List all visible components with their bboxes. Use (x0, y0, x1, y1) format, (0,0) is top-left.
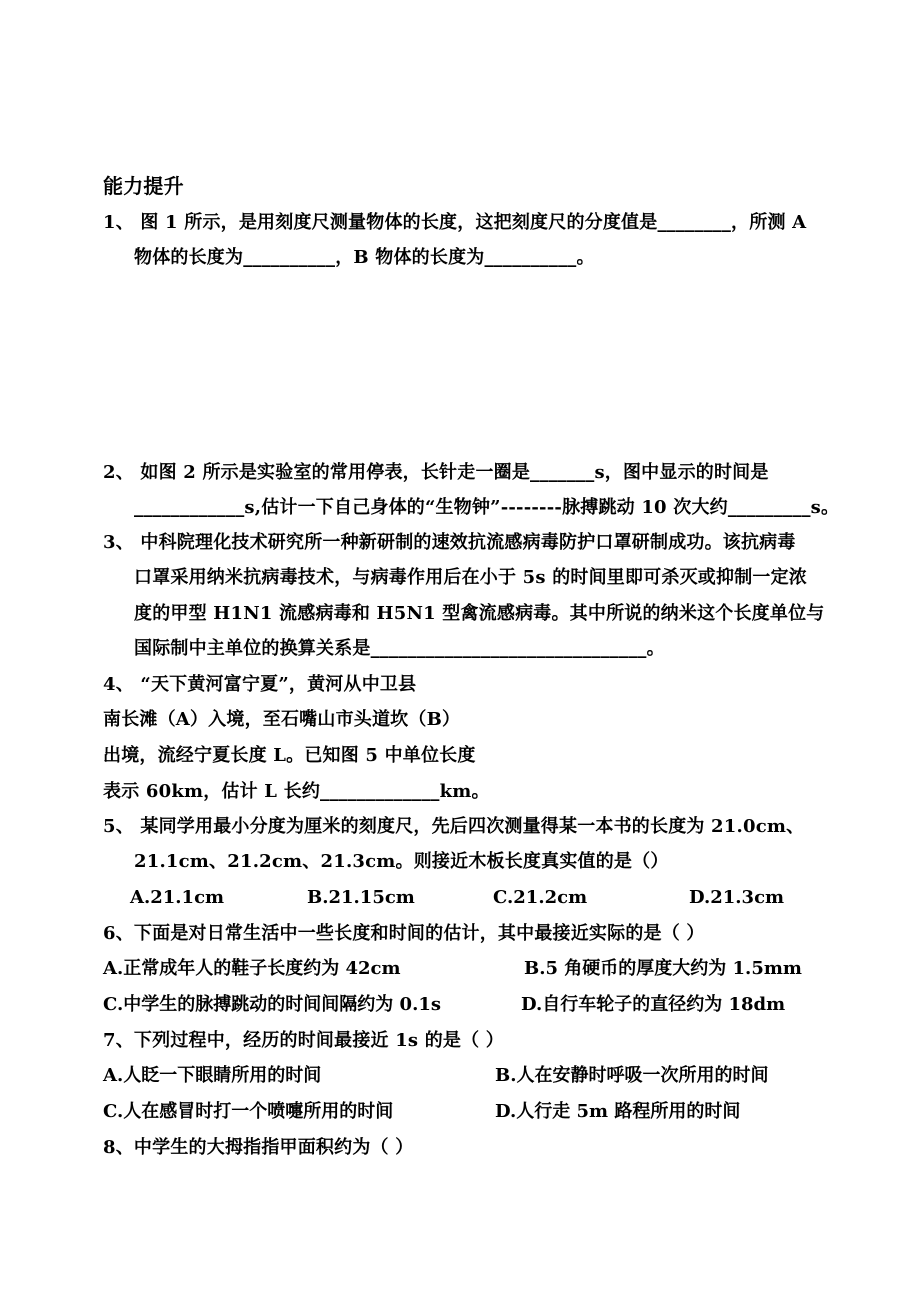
question-7-option-d: D.人行走 5m 路程所用的时间 (495, 1101, 741, 1122)
question-6-option-c: C.中学生的脉搏跳动的时间间隔约为 0.1s (103, 994, 441, 1015)
question-6-stem: 6、下面是对日常生活中一些长度和时间的估计，其中最接近实际的是（ ） (103, 923, 705, 944)
question-4-line-4: 表示 60km，估计 L 长约_____________km。 (103, 781, 490, 802)
question-5-line-1: 5、 某同学用最小分度为厘米的刻度尺，先后四次测量得某一本书的长度为 21.0cm、 (103, 816, 805, 837)
question-1-line-1: 1、 图 1 所示，是用刻度尺测量物体的长度，这把刻度尺的分度值是________，所测 A (103, 212, 807, 233)
question-4-line-1: 4、 “天下黄河富宁夏”，黄河从中卫县 (103, 674, 417, 695)
question-4-line-3: 出境，流经宁夏长度 L。已知图 5 中单位长度 (103, 745, 476, 766)
question-5-option-c: C.21.2cm (493, 887, 588, 908)
question-5-line-2: 21.1cm、21.2cm、21.3cm。则接近木板长度真实值的是（） (134, 851, 669, 872)
question-5-option-d: D.21.3cm (689, 887, 785, 908)
section-title: 能力提升 (103, 174, 184, 198)
question-4-line-2: 南长滩（A）入境，至石嘴山市头道坎（B） (103, 709, 461, 730)
question-1-line-2: 物体的长度为__________，B 物体的长度为__________。 (134, 247, 595, 268)
question-3-line-2: 口罩采用纳米抗病毒技术，与病毒作用后在小于 5s 的时间里即可杀灭或抑制一定浓 (134, 567, 807, 588)
question-7-option-a: A.人眨一下眼睛所用的时间 (103, 1065, 322, 1086)
question-7-option-c: C.人在感冒时打一个喷嚏所用的时间 (103, 1101, 394, 1122)
question-5-option-b: B.21.15cm (307, 887, 415, 908)
question-2-line-2: ____________s,估计一下自己身体的“生物钟”--------脉搏跳动 10 次大约_________s。 (134, 497, 840, 518)
question-6-option-a: A.正常成年人的鞋子长度约为 42cm (103, 958, 401, 979)
question-7-stem: 7、下列过程中，经历的时间最接近 1s 的是（ ） (103, 1030, 504, 1051)
question-7-option-b: B.人在安静时呼吸一次所用的时间 (495, 1065, 769, 1086)
question-2-line-1: 2、 如图 2 所示是实验室的常用停表，长针走一圈是_______s，图中显示的时间是 (103, 462, 769, 483)
question-8-stem: 8、中学生的大拇指指甲面积约为（ ） (103, 1137, 414, 1158)
question-3-line-1: 3、 中科院理化技术研究所一种新研制的速效抗流感病毒防护口罩研制成功。该抗病毒 (103, 532, 796, 553)
question-3-line-3: 度的甲型 H1N1 流感病毒和 H5N1 型禽流感病毒。其中所说的纳米这个长度单位与 (134, 603, 825, 624)
question-5-option-a: A.21.1cm (130, 887, 225, 908)
question-6-option-d: D.自行车轮子的直径约为 18dm (521, 994, 786, 1015)
question-3-line-4: 国际制中主单位的换算关系是______________________________。 (134, 638, 665, 659)
question-6-option-b: B.5 角硬币的厚度大约为 1.5mm (524, 958, 802, 979)
